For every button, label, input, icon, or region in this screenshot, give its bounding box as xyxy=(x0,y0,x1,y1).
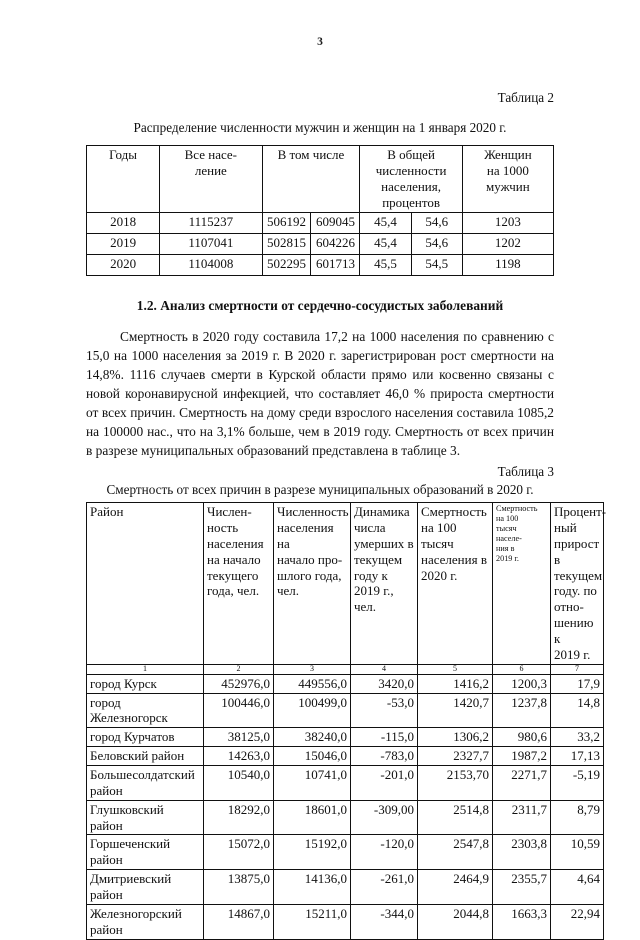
table3-cell-mortality-2019: 2271,7 xyxy=(493,765,551,800)
table3-cell-population-previous-year: 15211,0 xyxy=(274,904,351,939)
table3-cell-mortality-2020: 1306,2 xyxy=(418,728,493,747)
table3-head xyxy=(87,503,607,675)
table2-header-share-of-total: В общей численности населения, процентов xyxy=(360,146,462,212)
section-heading: 1.2. Анализ смертности от сердечно-сосудистых заболеваний xyxy=(136,297,504,313)
table3-header-col7: Процент- ный прирост в текущем году. по отно- шению к 2019 г. xyxy=(551,503,604,665)
table3-cell-region: Беловский район xyxy=(87,747,204,766)
page-content xyxy=(86,90,607,940)
table3-cell-percent-growth: 17,9 xyxy=(551,674,604,693)
table3-header-col3: Численность населения на начало про- шлого года, чел. xyxy=(274,503,351,665)
table3-cell-deaths-dynamics: -783,0 xyxy=(351,747,418,766)
table2-cell-women-per-1000: 1198 xyxy=(462,254,553,275)
table3-cell-mortality-2019: 2303,8 xyxy=(493,835,551,870)
table3-cell-deaths-dynamics: -309,00 xyxy=(351,800,418,835)
table3-cell-deaths-dynamics: 3420,0 xyxy=(351,674,418,693)
table3-cell-mortality-2019: 2355,7 xyxy=(493,870,551,905)
table-row xyxy=(87,693,604,728)
mortality-by-municipality-table xyxy=(86,502,607,939)
table3-cell-mortality-2020: 2327,7 xyxy=(418,747,493,766)
table-row xyxy=(87,728,604,747)
table3-cell-population-previous-year: 15046,0 xyxy=(274,747,351,766)
table3-cell-region: город Курчатов xyxy=(87,728,204,747)
table-row xyxy=(87,254,554,275)
table3-cell-region: Горшеченский район xyxy=(87,835,204,870)
table3-cell-mortality-2019: 2311,7 xyxy=(493,800,551,835)
table3-header-col4: Динамика числа умерших в текущем году к 2019 г., чел. xyxy=(351,503,418,665)
table3-cell-population-current-year: 13875,0 xyxy=(204,870,274,905)
table3-cell-population-current-year: 10540,0 xyxy=(204,765,274,800)
table3-cell-population-previous-year: 100499,0 xyxy=(274,693,351,728)
table3-cell-percent-growth: 14,8 xyxy=(551,693,604,728)
table3-caption: Таблица 3 xyxy=(497,463,554,479)
table3-header-col2: Числен- ность населения на начало текущего года, чел. xyxy=(204,503,274,665)
table-row xyxy=(87,835,604,870)
table3-header-row xyxy=(87,503,604,665)
table2-cell-women-per-1000: 1202 xyxy=(462,233,553,254)
table-row xyxy=(87,870,604,905)
table3-cell-population-previous-year: 15192,0 xyxy=(274,835,351,870)
table3-cell-percent-growth: 17,13 xyxy=(551,747,604,766)
table2-cell-all-population: 1115237 xyxy=(160,212,262,233)
table2-cell-men: 506192 xyxy=(262,212,311,233)
table3-cell-population-current-year: 14867,0 xyxy=(204,904,274,939)
table-row xyxy=(87,212,554,233)
table2-header-row xyxy=(87,146,554,212)
table3-column-number-3: 3 xyxy=(274,664,351,674)
table3-cell-population-current-year: 452976,0 xyxy=(204,674,274,693)
table3-cell-population-current-year: 38125,0 xyxy=(204,728,274,747)
table-row xyxy=(87,765,604,800)
table3-cell-percent-growth: 10,59 xyxy=(551,835,604,870)
table2-cell-men: 502295 xyxy=(262,254,311,275)
table2-cell-percent-women: 54,6 xyxy=(411,233,462,254)
table3-title: Смертность от всех причин в разрезе муниципальных образований в 2020 г. xyxy=(106,481,534,497)
table3-cell-mortality-2020: 1420,7 xyxy=(418,693,493,728)
table3-cell-mortality-2020: 1416,2 xyxy=(418,674,493,693)
table2-cell-women: 604226 xyxy=(311,233,360,254)
table3-cell-region: город Железногорск xyxy=(87,693,204,728)
table2-body xyxy=(87,212,554,275)
table3-column-number-5: 5 xyxy=(418,664,493,674)
table3-cell-percent-growth: 22,94 xyxy=(551,904,604,939)
table3-cell-region: Большесолдатский район xyxy=(87,765,204,800)
table3-cell-population-current-year: 18292,0 xyxy=(204,800,274,835)
table3-cell-deaths-dynamics: -53,0 xyxy=(351,693,418,728)
table3-cell-deaths-dynamics: -115,0 xyxy=(351,728,418,747)
table3-cell-mortality-2020: 2464,9 xyxy=(418,870,493,905)
table3-column-number-6: 6 xyxy=(493,664,551,674)
table3-cell-population-previous-year: 18601,0 xyxy=(274,800,351,835)
table3-header-col6: Смертность на 100 тысяч населе- ния в 2019 г. xyxy=(493,503,551,665)
table3-column-number-2: 2 xyxy=(204,664,274,674)
table2-cell-women-per-1000: 1203 xyxy=(462,212,553,233)
table3-cell-population-current-year: 14263,0 xyxy=(204,747,274,766)
table3-cell-percent-growth: 8,79 xyxy=(551,800,604,835)
table2-cell-year: 2018 xyxy=(87,212,160,233)
table3-cell-mortality-2020: 2547,8 xyxy=(418,835,493,870)
table2-title: Распределение численности мужчин и женщин на 1 января 2020 г. xyxy=(133,119,507,135)
population-distribution-table xyxy=(86,145,554,275)
table2-head xyxy=(87,146,554,212)
table2-header-women-per-1000: Женщин на 1000 мужчин xyxy=(462,146,553,212)
table3-column-number-4: 4 xyxy=(351,664,418,674)
table2-cell-percent-men: 45,5 xyxy=(360,254,411,275)
table3-column-number-1: 1 xyxy=(87,664,204,674)
table2-cell-percent-men: 45,4 xyxy=(360,233,411,254)
table3-cell-population-current-year: 15072,0 xyxy=(204,835,274,870)
table3-cell-mortality-2020: 2153,70 xyxy=(418,765,493,800)
table3-cell-region: город Курск xyxy=(87,674,204,693)
table3-cell-mortality-2019: 980,6 xyxy=(493,728,551,747)
table2-cell-percent-women: 54,5 xyxy=(411,254,462,275)
table3-cell-percent-growth: 33,2 xyxy=(551,728,604,747)
table3-cell-region: Дмитриевский район xyxy=(87,870,204,905)
table2-cell-year: 2019 xyxy=(87,233,160,254)
table2-header-among-which: В том числе xyxy=(262,146,360,212)
table3-column-number-row xyxy=(87,664,604,674)
table3-column-number-7: 7 xyxy=(551,664,604,674)
table2-cell-percent-men: 45,4 xyxy=(360,212,411,233)
table3-header-col1: Район xyxy=(87,503,204,665)
table3-header-col5: Смертность на 100 тысяч населения в 2020 г. xyxy=(418,503,493,665)
table2-cell-all-population: 1104008 xyxy=(160,254,262,275)
table3-cell-deaths-dynamics: -344,0 xyxy=(351,904,418,939)
table3-cell-population-previous-year: 14136,0 xyxy=(274,870,351,905)
section-paragraph: Смертность в 2020 году составила 17,2 на 1000 населения по сравнению с 15,0 на 1000 населения за 2019 г. В 2020 г. зарегистрирован рост смертности на 14,8%. 1116 случаев смерти в Курской области прямо или косвенно связаны с новой коронавирусной инфекцией, что составляет 46,0 % прироста смертности от всех причин. Смертность на дому среди взрослого населения составила 1085,2 на 100000 нас., что на 3,1% больше, чем в 2019 году. Смертность от всех причин в разрезе муниципальных образований представлена в таблице 3. xyxy=(86,328,554,458)
table3-cell-deaths-dynamics: -261,0 xyxy=(351,870,418,905)
page-number: 3 xyxy=(317,36,323,48)
table-row xyxy=(87,904,604,939)
table2-header-years: Годы xyxy=(87,146,160,212)
table-row xyxy=(87,747,604,766)
table-row xyxy=(87,233,554,254)
table3-cell-region: Железногорский район xyxy=(87,904,204,939)
table2-cell-all-population: 1107041 xyxy=(160,233,262,254)
table3-cell-deaths-dynamics: -120,0 xyxy=(351,835,418,870)
table3-body xyxy=(87,674,604,939)
table3-cell-mortality-2020: 2514,8 xyxy=(418,800,493,835)
table3-cell-mortality-2019: 1663,3 xyxy=(493,904,551,939)
table3-cell-population-current-year: 100446,0 xyxy=(204,693,274,728)
table-row xyxy=(87,674,604,693)
table2-cell-year: 2020 xyxy=(87,254,160,275)
table2-cell-percent-women: 54,6 xyxy=(411,212,462,233)
table3-cell-population-previous-year: 38240,0 xyxy=(274,728,351,747)
table2-cell-men: 502815 xyxy=(262,233,311,254)
table3-cell-percent-growth: 4,64 xyxy=(551,870,604,905)
table3-cell-region: Глушковский район xyxy=(87,800,204,835)
table3-cell-population-previous-year: 449556,0 xyxy=(274,674,351,693)
table3-cell-population-previous-year: 10741,0 xyxy=(274,765,351,800)
table3-cell-mortality-2019: 1237,8 xyxy=(493,693,551,728)
table2-header-all-population: Все насе- ление xyxy=(160,146,262,212)
table3-cell-mortality-2020: 2044,8 xyxy=(418,904,493,939)
table2-cell-women: 601713 xyxy=(311,254,360,275)
table2-cell-women: 609045 xyxy=(311,212,360,233)
table3-cell-deaths-dynamics: -201,0 xyxy=(351,765,418,800)
table2-caption: Таблица 2 xyxy=(497,90,554,105)
table3-cell-mortality-2019: 1987,2 xyxy=(493,747,551,766)
table-row xyxy=(87,800,604,835)
table3-cell-percent-growth: -5,19 xyxy=(551,765,604,800)
table3-cell-mortality-2019: 1200,3 xyxy=(493,674,551,693)
